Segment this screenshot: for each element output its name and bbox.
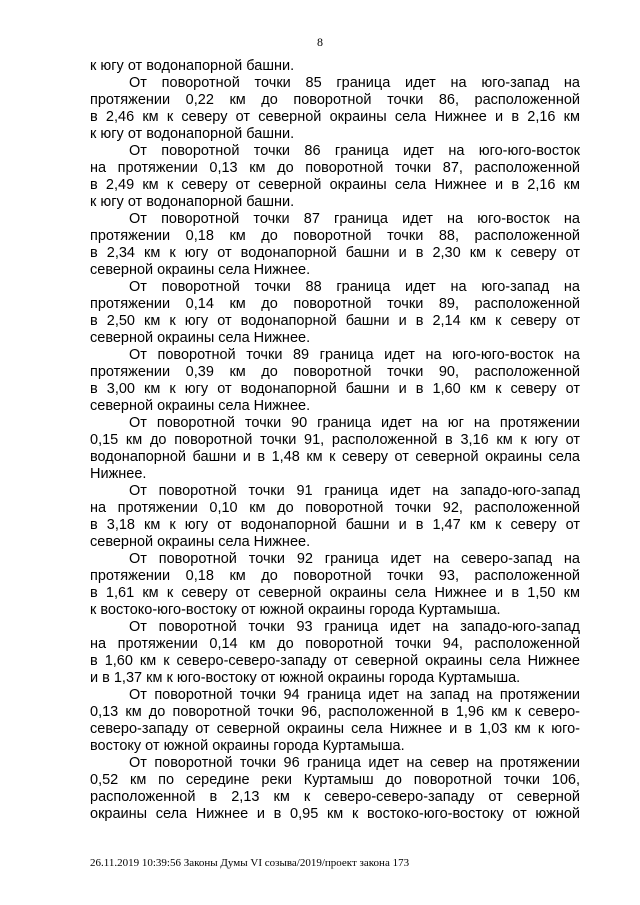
text-line: 0,15 км до поворотной точки 91, расположенной в 3,16 км к югу от <box>90 432 580 448</box>
text-line: северной окраины села Нижнее. <box>90 330 311 346</box>
text-line: протяжении 0,22 км до поворотной точки 86, расположенной <box>90 92 580 108</box>
text-line: От поворотной точки 94 граница идет на запад на протяжении <box>129 687 580 703</box>
text-line: в 3,18 км к югу от водонапорной башни и в 1,47 км к северу от <box>90 517 580 533</box>
text-line: От поворотной точки 87 граница идет на юго-восток на <box>129 211 580 227</box>
text-line: северной окраины села Нижнее. <box>90 398 311 414</box>
text-line: От поворотной точки 89 граница идет на юго-юго-восток на <box>129 347 580 363</box>
text-line: в 2,50 км к югу от водонапорной башни и в 2,14 км к северу от <box>90 313 580 329</box>
text-line: От поворотной точки 93 граница идет на западо-юго-запад <box>129 619 580 635</box>
text-line: на протяжении 0,10 км до поворотной точки 92, расположенной <box>90 500 580 516</box>
text-line: От поворотной точки 91 граница идет на западо-юго-запад <box>129 483 580 499</box>
text-line: к востоко-юго-востоку от южной окраины города Куртамыша. <box>90 602 501 618</box>
text-line: расположенной в 2,13 км к северо-северо-западу от северной <box>90 789 580 805</box>
text-line: северо-западу от северной окраины села Нижнее и в 1,03 км к юго- <box>90 721 580 737</box>
text-line: к югу от водонапорной башни. <box>90 58 295 74</box>
text-line: протяжении 0,18 км до поворотной точки 88, расположенной <box>90 228 580 244</box>
text-line: От поворотной точки 85 граница идет на юго-запад на <box>129 75 580 91</box>
text-line: на протяжении 0,13 км до поворотной точки 87, расположенной <box>90 160 580 176</box>
text-line: на протяжении 0,14 км до поворотной точки 94, расположенной <box>90 636 580 652</box>
text-line: От поворотной точки 88 граница идет на юго-запад на <box>129 279 580 295</box>
text-line: протяжении 0,18 км до поворотной точки 93, расположенной <box>90 568 580 584</box>
text-line: протяжении 0,14 км до поворотной точки 89, расположенной <box>90 296 580 312</box>
document-body <box>90 58 580 823</box>
text-line: протяжении 0,39 км до поворотной точки 90, расположенной <box>90 364 580 380</box>
text-line: От поворотной точки 96 граница идет на север на протяжении <box>129 755 580 771</box>
page-footer: 26.11.2019 10:39:56 Законы Думы VI созыва/2019/проект закона 173 <box>90 857 410 869</box>
text-line: в 1,61 км к северу от северной окраины села Нижнее и в 1,50 км <box>90 585 580 601</box>
text-line: водонапорной башни и в 1,48 км к северу от северной окраины села <box>90 449 580 465</box>
text-line: От поворотной точки 92 граница идет на северо-запад на <box>129 551 580 567</box>
text-line: в 1,60 км к северо-северо-западу от северной окраины села Нижнее <box>90 653 580 669</box>
text-line: окраины села Нижнее и в 0,95 км к востоко-юго-востоку от южной <box>90 806 580 822</box>
text-line: северной окраины села Нижнее. <box>90 534 311 550</box>
text-line: От поворотной точки 90 граница идет на юг на протяжении <box>129 415 580 431</box>
page-number: 8 <box>317 35 323 49</box>
text-line: в 2,34 км к югу от водонапорной башни и в 2,30 км к северу от <box>90 245 580 261</box>
text-line: к югу от водонапорной башни. <box>90 126 295 142</box>
text-line: в 2,49 км к северу от северной окраины села Нижнее и в 2,16 км <box>90 177 580 193</box>
text-line: От поворотной точки 86 граница идет на юго-юго-восток <box>129 143 580 159</box>
text-line: 0,13 км до поворотной точки 96, расположенной в 1,96 км к северо- <box>90 704 580 720</box>
text-line: в 3,00 км к югу от водонапорной башни и в 1,60 км к северу от <box>90 381 580 397</box>
text-line: в 2,46 км к северу от северной окраины села Нижнее и в 2,16 км <box>90 109 580 125</box>
text-line: востоку от южной окраины города Куртамыша. <box>90 738 405 754</box>
text-line: и в 1,37 км к юго-востоку от южной окраины города Куртамыша. <box>90 670 521 686</box>
text-line: Нижнее. <box>90 466 147 482</box>
text-line: северной окраины села Нижнее. <box>90 262 311 278</box>
text-line: 0,52 км по середине реки Куртамыш до поворотной точки 106, <box>90 772 580 788</box>
text-line: к югу от водонапорной башни. <box>90 194 295 210</box>
